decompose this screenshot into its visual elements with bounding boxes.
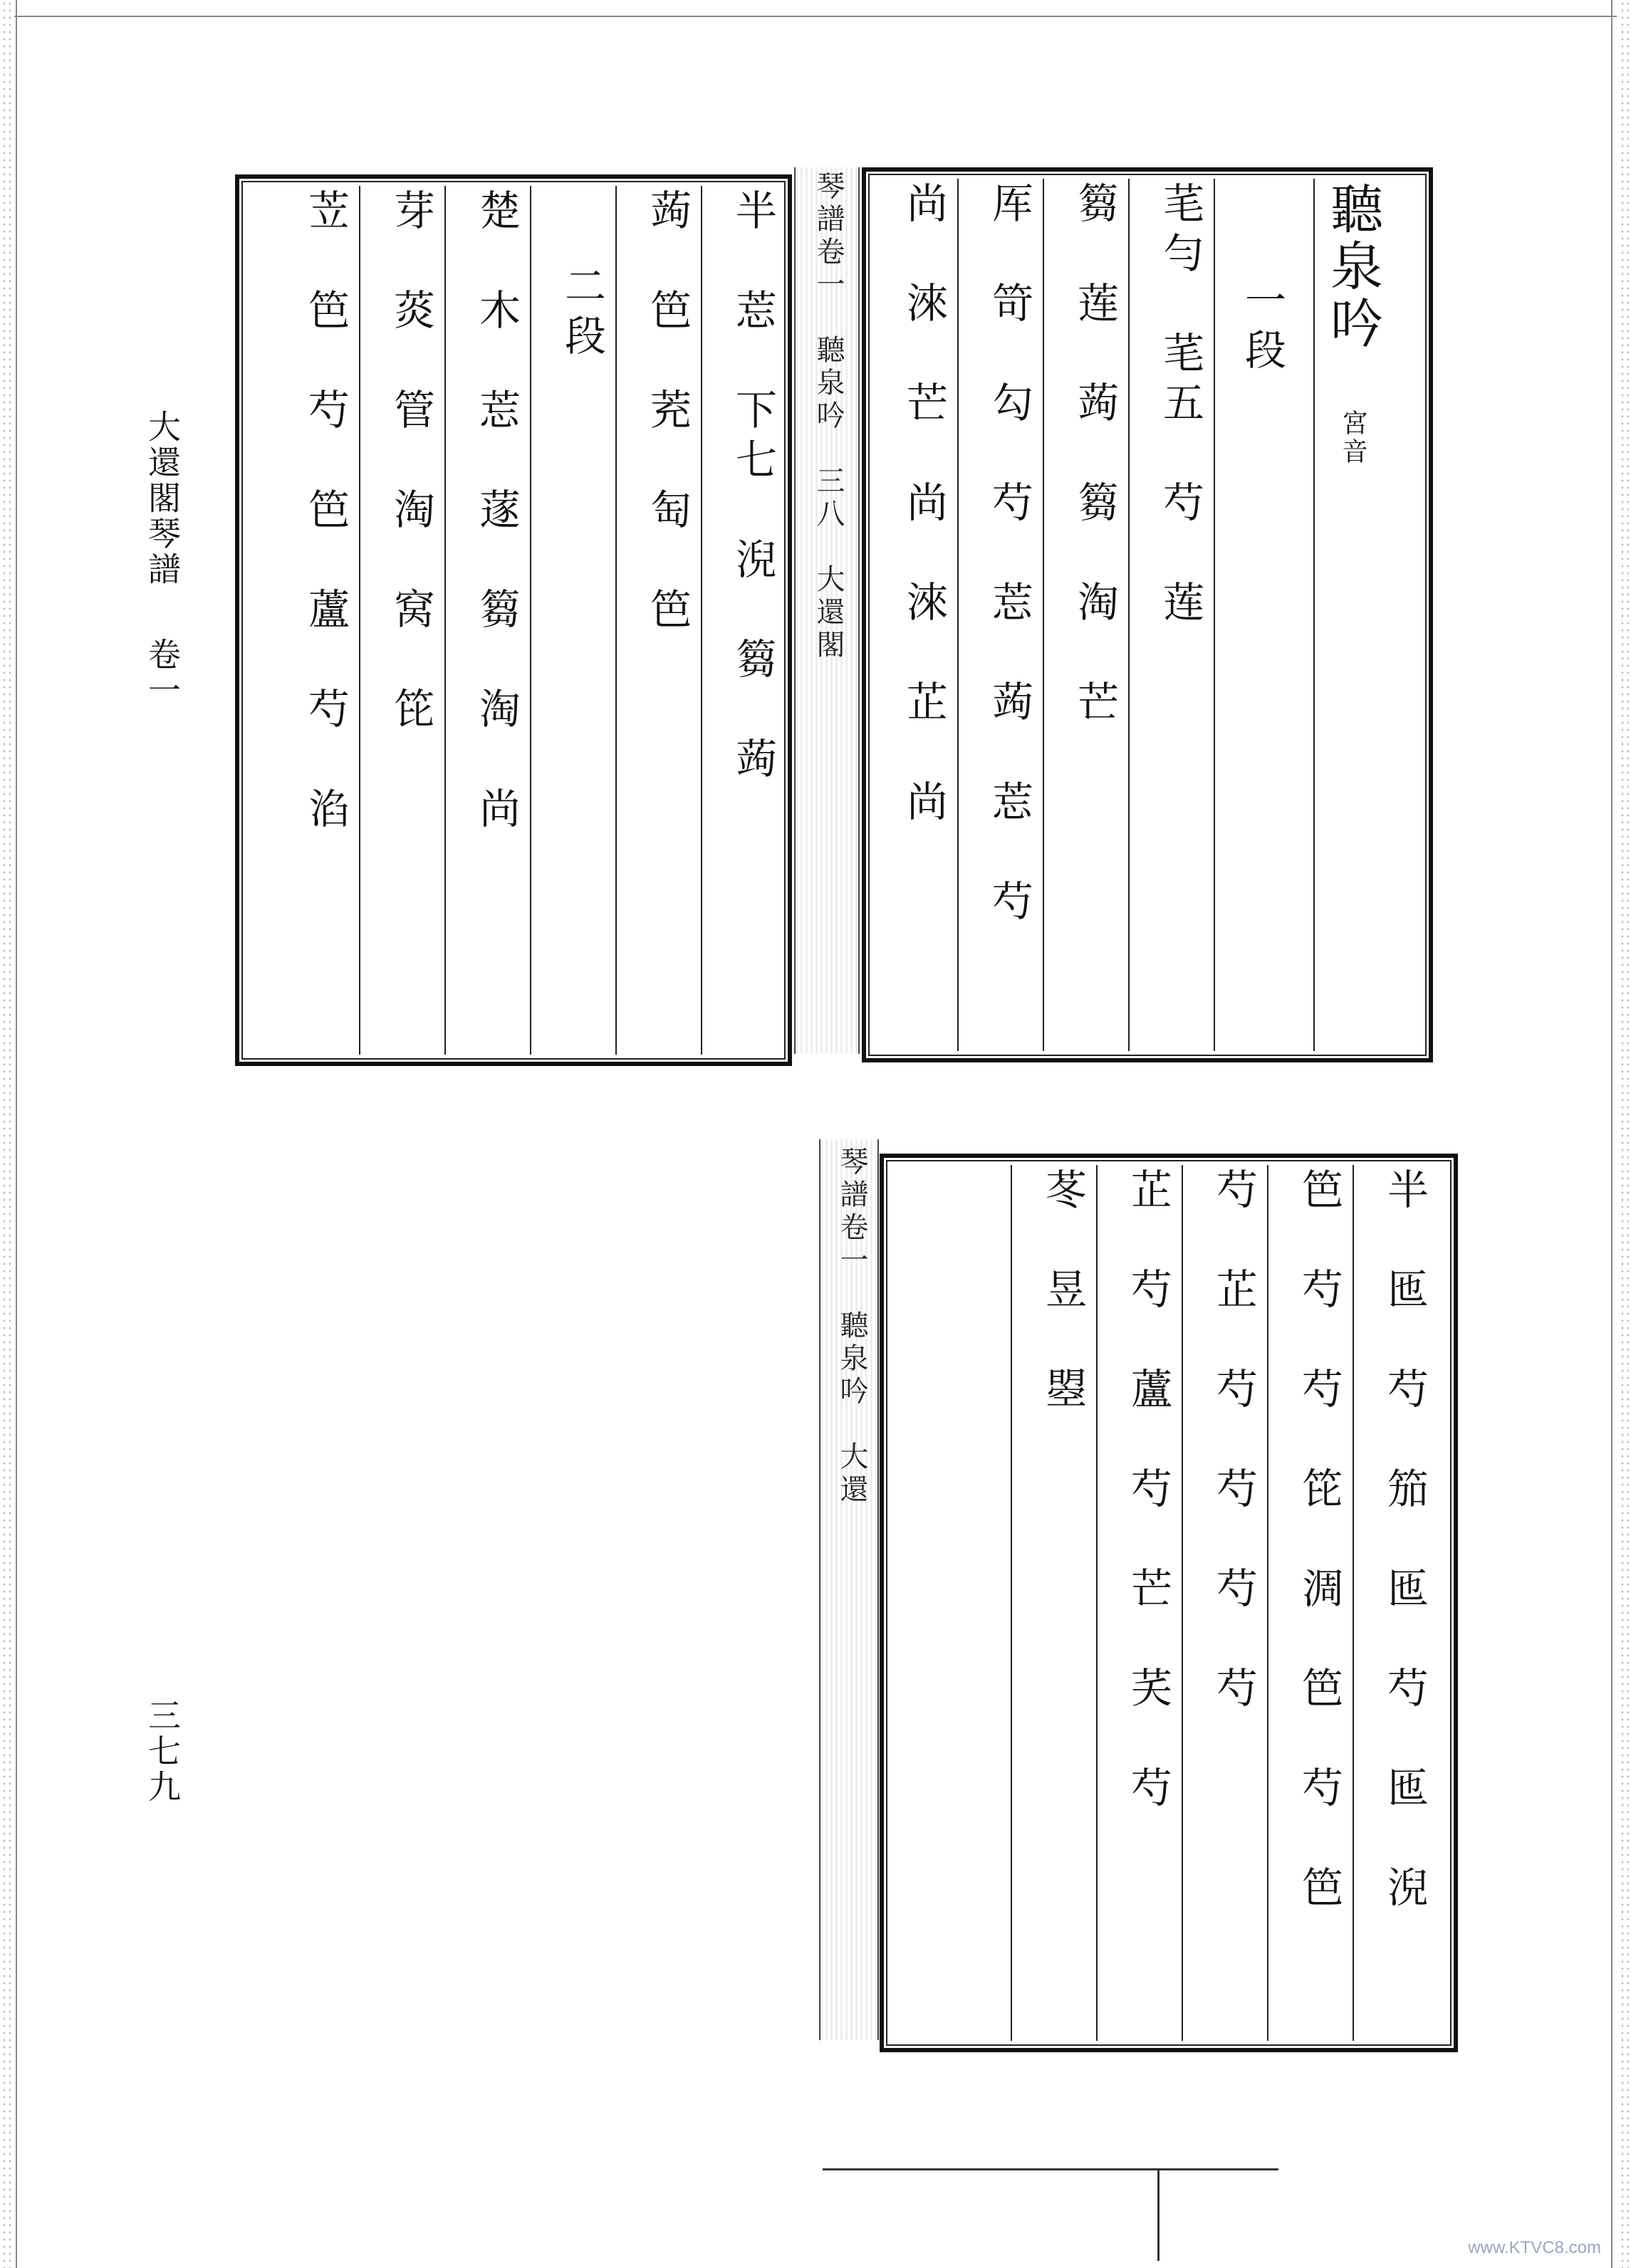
score-column-4: 芷 芍 蘆 芍 芒 芺 芍 <box>1124 1168 1172 1816</box>
book-side-title <box>143 409 182 709</box>
score-column-2: 笆 芍 芍 笓 淍 笆 芍 笆 <box>1295 1168 1343 1916</box>
column-rule <box>957 179 959 1051</box>
bottom-crop-rule <box>823 2168 1278 2170</box>
column-rule <box>615 186 617 1055</box>
score-column-5: 苳 昱 曌 <box>1038 1168 1087 1417</box>
right-margin-line <box>1611 0 1612 2268</box>
score-column-1: 半 匜 芍 笳 匜 芍 匜 淣 <box>1380 1168 1429 1916</box>
score-column-1: 芼勻 芼五 芍 莲 <box>1156 182 1204 680</box>
column-rule <box>1043 179 1044 1051</box>
section-heading-one: 一段 <box>1238 278 1286 378</box>
score-column-3: 芍 芷 芍 芍 芍 芍 <box>1209 1168 1258 1716</box>
column-rule <box>701 186 702 1055</box>
book-title: 大還閣琴譜 <box>143 409 182 587</box>
score-column-4: 芽 菼 管 淘 窝 笓 <box>387 189 435 787</box>
right-dotted-margin <box>1620 0 1630 2268</box>
left-dotted-margin <box>1 0 11 2268</box>
spine-text-bottom: 琴譜卷一 聽泉吟 大還 <box>835 1146 868 1507</box>
score-column-5: 苙 笆 芍 笆 蘆 芍 淊 <box>301 189 350 887</box>
section-heading-two: 二段 <box>558 264 606 364</box>
left-margin-line <box>16 0 17 2268</box>
scan-bottom <box>880 1154 1458 2052</box>
column-rule <box>1096 1165 1098 2041</box>
scan-top-right <box>862 167 1433 1062</box>
column-rule <box>1214 179 1215 1051</box>
score-column-2: 蒟 笆 茺 匋 笆 <box>643 189 692 687</box>
column-rule <box>1011 1165 1012 2041</box>
bottom-crop-tick <box>1157 2168 1160 2261</box>
score-column-4: 尚 淶 芒 尚 淶 芷 尚 <box>900 182 948 830</box>
score-column-3: 厍 笴 勾 芍 莣 蒟 莣 芍 <box>985 182 1033 979</box>
watermark: www.KTVC8.com <box>1468 2238 1601 2257</box>
column-rule <box>1182 1165 1183 2041</box>
column-rule <box>1353 1165 1354 2041</box>
column-rule <box>530 186 531 1055</box>
volume-label: 卷一 <box>143 637 182 709</box>
column-rule <box>1313 179 1315 1051</box>
column-rule <box>359 186 360 1055</box>
page-number: 三七九 <box>143 1698 182 1805</box>
spine-text-top: 琴譜卷一 聽泉吟 三八 大還閣 <box>812 171 845 662</box>
score-column-1: 半 莣 下七 淣 篘 蒟 <box>729 189 777 837</box>
score-column-3: 楚 木 莣 蓫 篘 淘 尚 <box>472 189 521 887</box>
column-rule <box>1267 1165 1268 2041</box>
page-top-rule <box>14 16 1617 17</box>
piece-title: 聽泉吟 宮音 <box>1322 182 1383 466</box>
column-rule <box>1128 179 1130 1051</box>
column-rule <box>444 186 446 1055</box>
scan-top-left <box>235 174 792 1066</box>
score-column-2: 篘 莲 蒟 篘 淘 芒 <box>1070 182 1119 780</box>
